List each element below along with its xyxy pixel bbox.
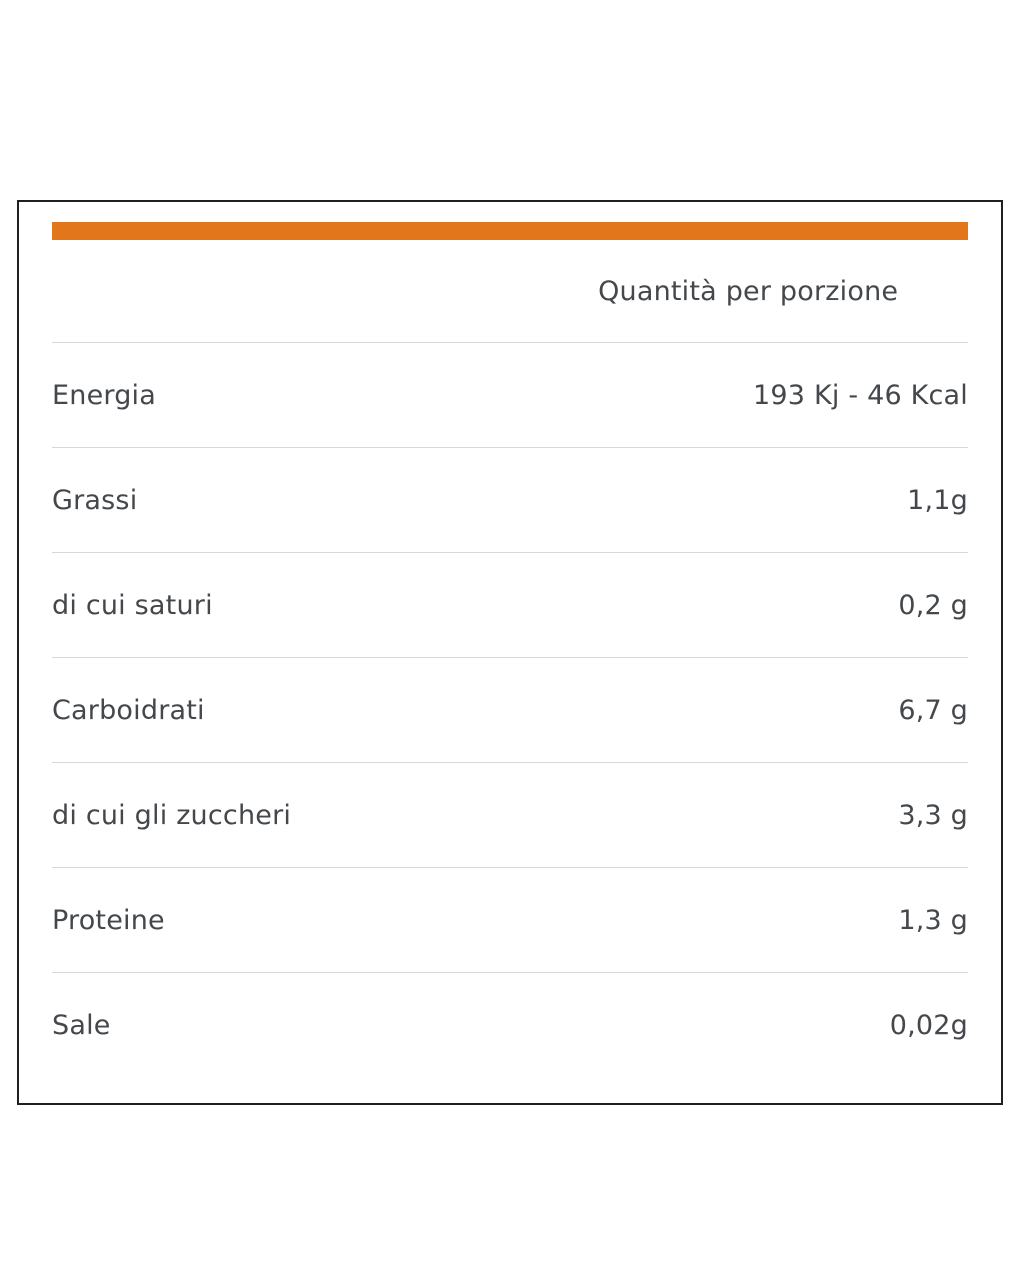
nutrient-label: Carboidrati [52,694,205,726]
table-header-row [52,240,968,343]
nutrient-value: 193 Kj - 46 Kcal [753,379,968,411]
header-value-cell: Quantità per porzione [598,275,899,307]
nutrient-value: 0,2 g [898,589,968,621]
table-row [52,553,968,658]
nutrient-label: Grassi [52,484,138,516]
nutrient-value: 0,02g [889,1009,968,1041]
nutrition-table [52,240,968,1077]
nutrient-label: Proteine [52,904,165,936]
table-row [52,973,968,1078]
table-row [52,448,968,553]
table-row [52,343,968,448]
nutrient-value: 3,3 g [898,799,968,831]
header-label-cell [52,240,528,343]
accent-bar [52,222,968,240]
nutrient-label: di cui saturi [52,589,213,621]
nutrient-value: 6,7 g [898,694,968,726]
nutrient-label: Energia [52,379,156,411]
table-row [52,763,968,868]
table-row [52,658,968,763]
nutrient-value: 1,1g [907,484,968,516]
table-row [52,868,968,973]
nutrient-label: Sale [52,1009,111,1041]
nutrient-value: 1,3 g [898,904,968,936]
nutrient-label: di cui gli zuccheri [52,799,292,831]
nutrition-facts-panel [17,200,1003,1105]
